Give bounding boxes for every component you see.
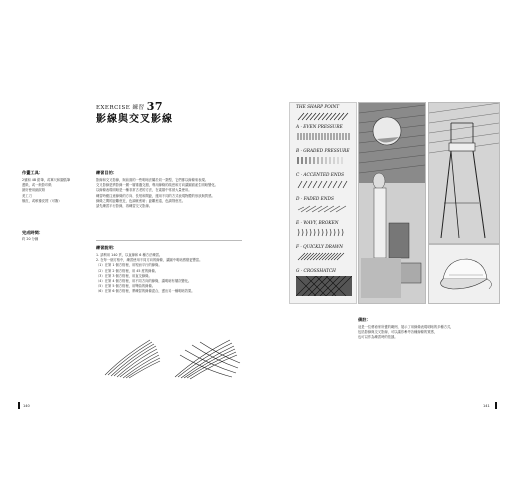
hatching-sample-left (105, 340, 160, 378)
still-life-illustration (358, 102, 426, 304)
time-label: 完成時間： (22, 230, 43, 235)
still-life-drawing (359, 103, 425, 303)
goal-line: 線條之間的距離愈近，色調就愈暗；距離愈遠，色調則愈亮。 (96, 198, 186, 203)
steps-label: 練習說明： (96, 245, 117, 250)
tools-line: 最好使用細紋紙 (22, 188, 46, 193)
tools-label: 作畫工具： (22, 170, 43, 175)
chair-illustration (428, 102, 500, 244)
chair-drawing (429, 103, 499, 243)
stroke-sample (296, 112, 352, 121)
page-marker (18, 402, 20, 409)
step-item: 2. 在每一個方格中，練習使用不同方向的線條，讓圖中明暗感覺更豐富。 (96, 258, 203, 263)
strip-label: C · ACCENTED ENDS (296, 173, 345, 178)
strip-label: E · WAVY, BROKEN (296, 221, 339, 226)
stroke-sample (296, 204, 352, 213)
stroke-reference-strip (289, 102, 357, 304)
divider (96, 240, 242, 241)
page-number-left: 140 (23, 404, 30, 408)
stroke-sample (296, 132, 352, 141)
stroke-sample (296, 156, 352, 165)
step-item: （5）在第 5 個方格裡，用彎曲的線條。 (96, 284, 156, 289)
page-title: 影線與交叉影線 (96, 114, 173, 125)
goal-line: 交叉影線是將影線一層一層重疊交錯，利用線條的疏密和方向讓圖面產生明暗變化。 (96, 183, 218, 188)
note-line: 這是一位藝術家所畫的範例，展示了用線條表現明暗的多種方式， (358, 325, 454, 329)
cap-illustration (428, 244, 500, 304)
stroke-sample (296, 228, 352, 237)
strip-label: A · EVEN PRESSURE (296, 125, 343, 130)
hatching-samples (100, 335, 250, 380)
goal-line: 請先練習平行影線，再練習交叉影線。 (96, 204, 153, 209)
page-number-right: 141 (483, 404, 490, 408)
goal-line: 影線和交叉影線，與前面的一些明暗法屬於同一類型，它們都以線條來表現。 (96, 178, 209, 182)
exercise-label: EXERCISE 練習 (96, 105, 145, 111)
tools-list (22, 178, 84, 204)
steps-list (96, 253, 242, 295)
step-item: （3）在第 3 個方格裡，用直交線條。 (96, 273, 152, 278)
step-item: （1）在第 1 個方格裡，用短而平行的線條。 (96, 263, 162, 268)
note-text (358, 325, 498, 341)
strip-label: D · FADED ENDS (296, 197, 334, 202)
tools-line: 美工刀 (22, 193, 32, 198)
tools-line: 橡皮，或軟橡皮擦（可撕） (22, 198, 62, 203)
stroke-sample (296, 252, 352, 261)
tools-line: 2號和 4B 鉛筆，或單尺和圓弧筆 (22, 178, 71, 182)
step-item: （2）在第 2 個方格裡，用 45 度的線條。 (96, 268, 159, 273)
strip-label: THE SHARP POINT (296, 105, 340, 110)
goal-text (96, 178, 242, 209)
crosshatch-sample-right (175, 340, 240, 379)
goal-line: 練習時應注意線條的方向、長短和間距，運用不同的方式表現物體的形狀與質感。 (96, 193, 215, 198)
step-item: （4）在第 4 個方格裡，用不同方向的線條，讓明暗有層次變化。 (96, 279, 192, 284)
strip-label: G · CROSSHATCH (296, 269, 336, 274)
tools-line: 畫紙，或一般影印紙 (22, 183, 52, 188)
step-item: （6）在第 6 個方格裡，將練習的線條混合，畫出另一種明暗效果。 (96, 289, 195, 294)
exercise-number: 37 (146, 100, 164, 113)
goal-line: 以線條表現明暗是一種非常古老的方法，在素描中常被大量使用。 (96, 188, 192, 193)
step-item: 1. 請利用 140 頁，以直線和 6 種方法練習。 (96, 253, 163, 257)
crosshatch-sample (296, 276, 352, 296)
note-line: 包括影線與交叉影線，可以讓你參考各種線條的質感， (358, 330, 438, 335)
cap-drawing (429, 245, 499, 303)
stroke-sample (296, 180, 352, 189)
strip-label: B · GRADED PRESSURE (296, 149, 350, 154)
note-label: 備註： (358, 317, 371, 322)
page-marker (495, 402, 497, 409)
goal-label: 練習目的： (96, 170, 117, 175)
time-value: 約 20 分鐘 (22, 237, 39, 241)
strip-label: F · QUICKLY DRAWN (296, 245, 343, 250)
note-line: 也可以作為練習時的依據。 (358, 335, 398, 340)
